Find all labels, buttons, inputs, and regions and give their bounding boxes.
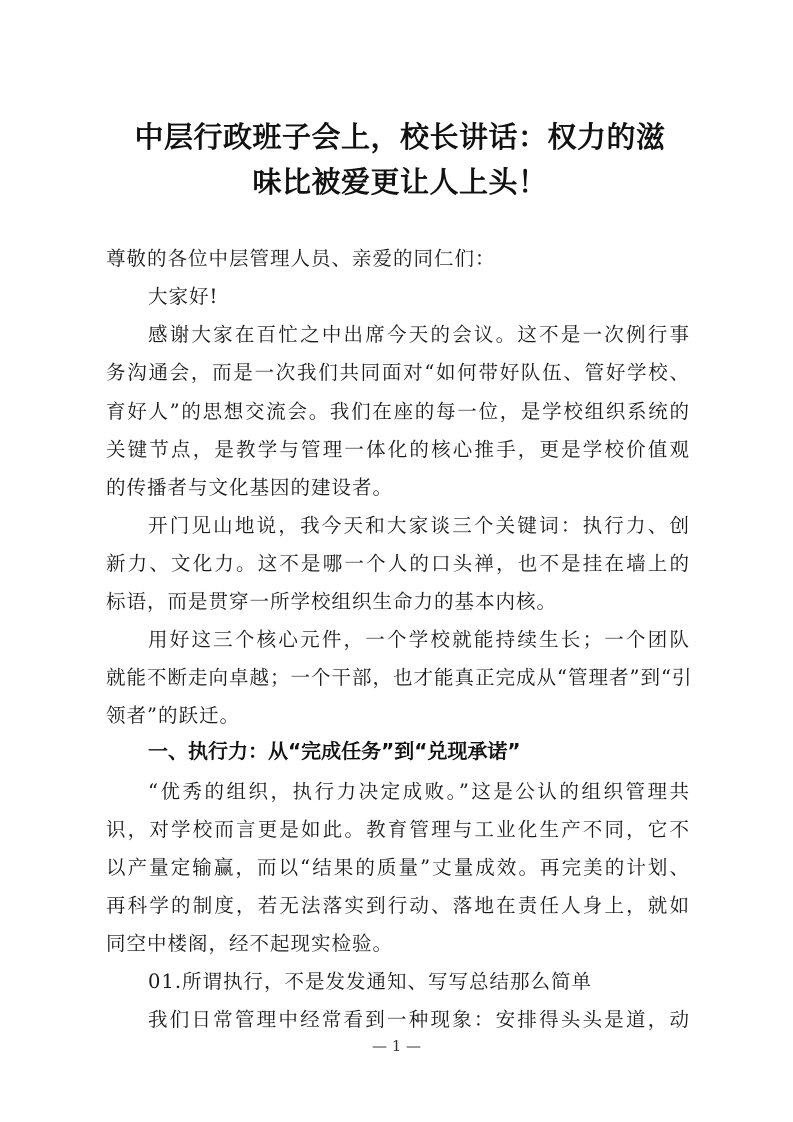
subheading: 01.所谓执行，不是发发通知、写写总结那么简单 <box>148 970 593 993</box>
paragraph-line: 用好这三个核心元件，一个学校就能持续生长；一个团队 <box>148 628 690 651</box>
page-number: — 1 — <box>371 1037 422 1055</box>
greeting: 大家好! <box>148 285 219 308</box>
paragraph-line: 领者”的跃迁。 <box>106 704 240 727</box>
salutation: 尊敬的各位中层管理人员、亲爱的同仁们： <box>106 247 496 270</box>
paragraph-line: 我们日常管理中经常看到一种现象：安排得头头是道，动 <box>148 1008 690 1031</box>
paragraph-line: 以产量定输赢，而以“结果的质量”丈量成效。再完美的计划、 <box>106 856 690 879</box>
paragraph-line: 就能不断走向卓越；一个干部，也才能真正完成从“管理者”到“引 <box>106 666 693 689</box>
paragraph-line: 关键节点，是教学与管理一体化的核心推手，更是学校价值观 <box>106 438 690 461</box>
section-heading: 一、执行力：从“完成任务”到“兑现承诺” <box>148 739 521 763</box>
paragraph-line: 标语，而是贯穿一所学校组织生命力的基本内核。 <box>106 590 558 613</box>
document-title-line-2: 味比被爱更让人上头！ <box>252 165 548 199</box>
document-title-line-1: 中层行政班子会上，校长讲话：权力的滋 <box>134 120 666 154</box>
paragraph-line: 再科学的制度，若无法落实到行动、落地在责任人身上，就如 <box>106 894 690 917</box>
paragraph-line: 开门见山地说，我今天和大家谈三个关键词：执行力、创 <box>148 514 690 537</box>
paragraph-line: 感谢大家在百忙之中出席今天的会议。这不是一次例行事 <box>148 323 690 346</box>
paragraph-line: 的传播者与文化基因的建设者。 <box>106 476 394 499</box>
paragraph-line: 新力、文化力。这不是哪一个人的口头禅，也不是挂在墙上的 <box>106 552 690 575</box>
paragraph-line: 育好人”的思想交流会。我们在座的每一位，是学校组织系统的 <box>106 400 690 423</box>
paragraph-line: 务沟通会，而是一次我们共同面对“如何带好队伍、管好学校、 <box>106 361 690 384</box>
paragraph-line: 识，对学校而言更是如此。教育管理与工业化生产不同，它不 <box>106 818 690 841</box>
paragraph-line: 同空中楼阁，经不起现实检验。 <box>106 932 394 955</box>
paragraph-line: “优秀的组织，执行力决定成败。”这是公认的组织管理共 <box>148 780 690 803</box>
